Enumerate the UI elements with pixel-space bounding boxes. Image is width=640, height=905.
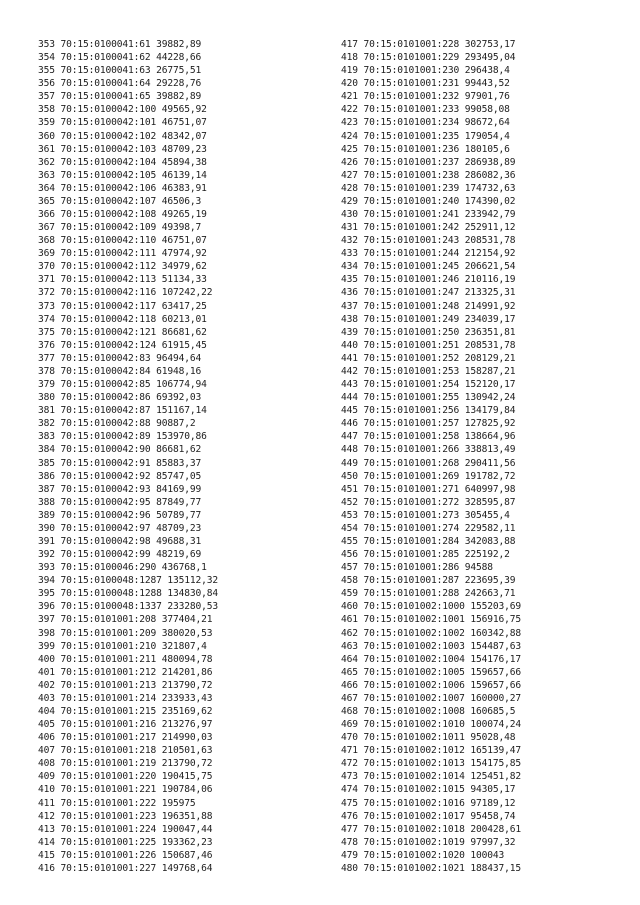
table-row: 476 70:15:0101002:1017 95458,74 (341, 810, 516, 822)
table-row: 466 70:15:0101002:1006 159657,66 (341, 679, 522, 691)
left-column (38, 38, 338, 875)
table-row: 416 70:15:0101001:227 149768,64 (38, 862, 213, 874)
table-row: 355 70:15:0100041:63 26775,51 (38, 65, 202, 77)
table-row: 363 70:15:0100042:105 46139,14 (38, 169, 207, 181)
table-row: 449 70:15:0101001:268 290411,56 (341, 457, 516, 469)
table-row: 453 70:15:0101001:273 305455,4 (341, 509, 510, 521)
table-row: 408 70:15:0101001:219 213790,72 (38, 758, 213, 770)
table-row: 424 70:15:0101001:235 179054,4 (341, 130, 510, 142)
table-row: 465 70:15:0101002:1005 159657,66 (341, 666, 522, 678)
table-row: 390 70:15:0100042:97 48709,23 (38, 522, 202, 534)
table-row: 468 70:15:0101002:1008 160685,5 (341, 705, 516, 717)
table-row: 463 70:15:0101002:1003 154487,63 (341, 640, 522, 652)
table-row: 460 70:15:0101002:1000 155203,69 (341, 601, 522, 613)
table-row: 451 70:15:0101001:271 640997,98 (341, 483, 516, 495)
table-row: 420 70:15:0101001:231 99443,52 (341, 78, 510, 90)
table-row: 438 70:15:0101001:249 234039,17 (341, 313, 516, 325)
table-row: 479 70:15:0101002:1020 100043 (341, 849, 505, 861)
table-row: 359 70:15:0100042:101 46751,07 (38, 117, 207, 129)
table-row: 475 70:15:0101002:1016 97189,12 (341, 797, 516, 809)
table-row: 398 70:15:0101001:209 380020,53 (38, 627, 213, 639)
table-row: 371 70:15:0100042:113 51134,33 (38, 274, 207, 286)
table-row: 443 70:15:0101001:254 152120,17 (341, 379, 516, 391)
table-row: 373 70:15:0100042:117 63417,25 (38, 300, 207, 312)
table-row: 430 70:15:0101001:241 233942,79 (341, 209, 516, 221)
table-row: 445 70:15:0101001:256 134179,84 (341, 405, 516, 417)
table-row: 447 70:15:0101001:258 138664,96 (341, 431, 516, 443)
table-row: 454 70:15:0101001:274 229582,11 (341, 522, 516, 534)
table-row: 418 70:15:0101001:229 293495,04 (341, 52, 516, 64)
right-column (341, 38, 640, 875)
table-row: 433 70:15:0101001:244 212154,92 (341, 248, 516, 260)
table-row: 421 70:15:0101001:232 97901,76 (341, 91, 510, 103)
table-row: 395 70:15:0100048:1288 134830,84 (38, 588, 219, 600)
table-row: 413 70:15:0101001:224 190047,44 (38, 823, 213, 835)
table-row: 370 70:15:0100042:112 34979,62 (38, 261, 207, 273)
table-row: 456 70:15:0101001:285 225192,2 (341, 549, 510, 561)
table-row: 368 70:15:0100042:110 46751,07 (38, 235, 207, 247)
table-row: 473 70:15:0101002:1014 125451,82 (341, 771, 522, 783)
table-row: 448 70:15:0101001:266 338813,49 (341, 444, 516, 456)
table-row: 365 70:15:0100042:107 46506,3 (38, 195, 202, 207)
table-row: 392 70:15:0100042:99 48219,69 (38, 549, 202, 561)
table-row: 412 70:15:0101001:223 196351,88 (38, 810, 213, 822)
table-row: 450 70:15:0101001:269 191782,72 (341, 470, 516, 482)
table-row: 382 70:15:0100042:88 90887,2 (38, 418, 196, 430)
table-row: 459 70:15:0101001:288 242663,71 (341, 588, 516, 600)
table-row: 407 70:15:0101001:218 210501,63 (38, 745, 213, 757)
table-row: 393 70:15:0100046:290 436768,1 (38, 562, 207, 574)
table-row: 474 70:15:0101002:1015 94305,17 (341, 784, 516, 796)
table-row: 427 70:15:0101001:238 286082,36 (341, 169, 516, 181)
table-row: 462 70:15:0101002:1002 160342,88 (341, 627, 522, 639)
table-row: 356 70:15:0100041:64 29228,76 (38, 78, 202, 90)
table-row: 414 70:15:0101001:225 193362,23 (38, 836, 213, 848)
table-row: 387 70:15:0100042:93 84169,99 (38, 483, 202, 495)
table-row: 358 70:15:0100042:100 49565,92 (38, 104, 207, 116)
table-row: 467 70:15:0101002:1007 160000,27 (341, 692, 522, 704)
table-row: 461 70:15:0101002:1001 156916,75 (341, 614, 522, 626)
table-row: 410 70:15:0101001:221 190784,06 (38, 784, 213, 796)
table-row: 404 70:15:0101001:215 235169,62 (38, 705, 213, 717)
table-row: 477 70:15:0101002:1018 200428,61 (341, 823, 522, 835)
table-row: 434 70:15:0101001:245 206621,54 (341, 261, 516, 273)
table-row: 409 70:15:0101001:220 190415,75 (38, 771, 213, 783)
table-row: 378 70:15:0100042:84 61948,16 (38, 365, 202, 377)
table-row: 383 70:15:0100042:89 153970,86 (38, 431, 207, 443)
table-row: 457 70:15:0101001:286 94588 (341, 562, 493, 574)
table-row: 419 70:15:0101001:230 296438,4 (341, 65, 510, 77)
table-row: 425 70:15:0101001:236 180105,6 (341, 143, 510, 155)
table-row: 396 70:15:0100048:1337 233280,53 (38, 601, 219, 613)
table-row: 384 70:15:0100042:90 86681,62 (38, 444, 202, 456)
table-row: 360 70:15:0100042:102 48342,07 (38, 130, 207, 142)
table-row: 402 70:15:0101001:213 213790,72 (38, 679, 213, 691)
table-row: 470 70:15:0101002:1011 95028,48 (341, 732, 516, 744)
table-row: 397 70:15:0101001:208 377404,21 (38, 614, 213, 626)
table-row: 426 70:15:0101001:237 286938,89 (341, 156, 516, 168)
table-row: 388 70:15:0100042:95 87849,77 (38, 496, 202, 508)
table-row: 471 70:15:0101002:1012 165139,47 (341, 745, 522, 757)
table-row: 357 70:15:0100041:65 39882,89 (38, 91, 202, 103)
table-row: 480 70:15:0101002:1021 188437,15 (341, 862, 522, 874)
table-row: 379 70:15:0100042:85 106774,94 (38, 379, 207, 391)
table-row: 381 70:15:0100042:87 151167,14 (38, 405, 207, 417)
table-row: 452 70:15:0101001:272 328595,87 (341, 496, 516, 508)
table-row: 386 70:15:0100042:92 85747,05 (38, 470, 202, 482)
table-row: 377 70:15:0100042:83 96494,64 (38, 352, 202, 364)
table-row: 441 70:15:0101001:252 208129,21 (341, 352, 516, 364)
table-row: 428 70:15:0101001:239 174732,63 (341, 182, 516, 194)
table-row: 369 70:15:0100042:111 47974,92 (38, 248, 207, 260)
table-row: 401 70:15:0101001:212 214201,86 (38, 666, 213, 678)
table-row: 405 70:15:0101001:216 213276,97 (38, 719, 213, 731)
table-row: 366 70:15:0100042:108 49265,19 (38, 209, 207, 221)
table-row: 372 70:15:0100042:116 107242,22 (38, 287, 213, 299)
table-row: 362 70:15:0100042:104 45894,38 (38, 156, 207, 168)
table-row: 431 70:15:0101001:242 252911,12 (341, 222, 516, 234)
table-row: 446 70:15:0101001:257 127825,92 (341, 418, 516, 430)
table-row: 361 70:15:0100042:103 48709,23 (38, 143, 207, 155)
table-row: 422 70:15:0101001:233 99058,08 (341, 104, 510, 116)
table-row: 429 70:15:0101001:240 174390,02 (341, 195, 516, 207)
table-row: 464 70:15:0101002:1004 154176,17 (341, 653, 522, 665)
table-row: 423 70:15:0101001:234 98672,64 (341, 117, 510, 129)
table-row: 375 70:15:0100042:121 86681,62 (38, 326, 207, 338)
table-row: 458 70:15:0101001:287 223695,39 (341, 575, 516, 587)
table-row: 374 70:15:0100042:118 60213,01 (38, 313, 207, 325)
table-row: 380 70:15:0100042:86 69392,03 (38, 392, 202, 404)
table-row: 417 70:15:0101001:228 302753,17 (341, 39, 516, 50)
table-row: 411 70:15:0101001:222 195975 (38, 797, 196, 809)
table-row: 391 70:15:0100042:98 49688,31 (38, 535, 202, 547)
table-row: 442 70:15:0101001:253 158287,21 (341, 365, 516, 377)
table-row: 367 70:15:0100042:109 49398,7 (38, 222, 202, 234)
table-row: 406 70:15:0101001:217 214990,03 (38, 732, 213, 744)
table-row: 399 70:15:0101001:210 321807,4 (38, 640, 207, 652)
table-row: 444 70:15:0101001:255 130942,24 (341, 392, 516, 404)
table-row: 440 70:15:0101001:251 208531,78 (341, 339, 516, 351)
table-row: 436 70:15:0101001:247 213325,31 (341, 287, 516, 299)
table-row: 354 70:15:0100041:62 44228,66 (38, 52, 202, 64)
table-row: 389 70:15:0100042:96 50789,77 (38, 509, 202, 521)
table-row: 400 70:15:0101001:211 480094,78 (38, 653, 213, 665)
table-row: 376 70:15:0100042:124 61915,45 (38, 339, 207, 351)
table-row: 437 70:15:0101001:248 214991,92 (341, 300, 516, 312)
table-row: 478 70:15:0101002:1019 97997,32 (341, 836, 516, 848)
table-row: 394 70:15:0100048:1287 135112,32 (38, 575, 219, 587)
table-row: 439 70:15:0101001:250 236351,81 (341, 326, 516, 338)
table-row: 403 70:15:0101001:214 233933,43 (38, 692, 213, 704)
table-row: 472 70:15:0101002:1013 154175,85 (341, 758, 522, 770)
table-row: 415 70:15:0101001:226 150687,46 (38, 849, 213, 861)
table-row: 435 70:15:0101001:246 210116,19 (341, 274, 516, 286)
table-row: 353 70:15:0100041:61 39882,89 (38, 39, 202, 50)
table-row: 469 70:15:0101002:1010 100074,24 (341, 719, 522, 731)
table-row: 432 70:15:0101001:243 208531,78 (341, 235, 516, 247)
table-row: 385 70:15:0100042:91 85883,37 (38, 457, 202, 469)
table-row: 364 70:15:0100042:106 46383,91 (38, 182, 207, 194)
table-row: 455 70:15:0101001:284 342083,88 (341, 535, 516, 547)
